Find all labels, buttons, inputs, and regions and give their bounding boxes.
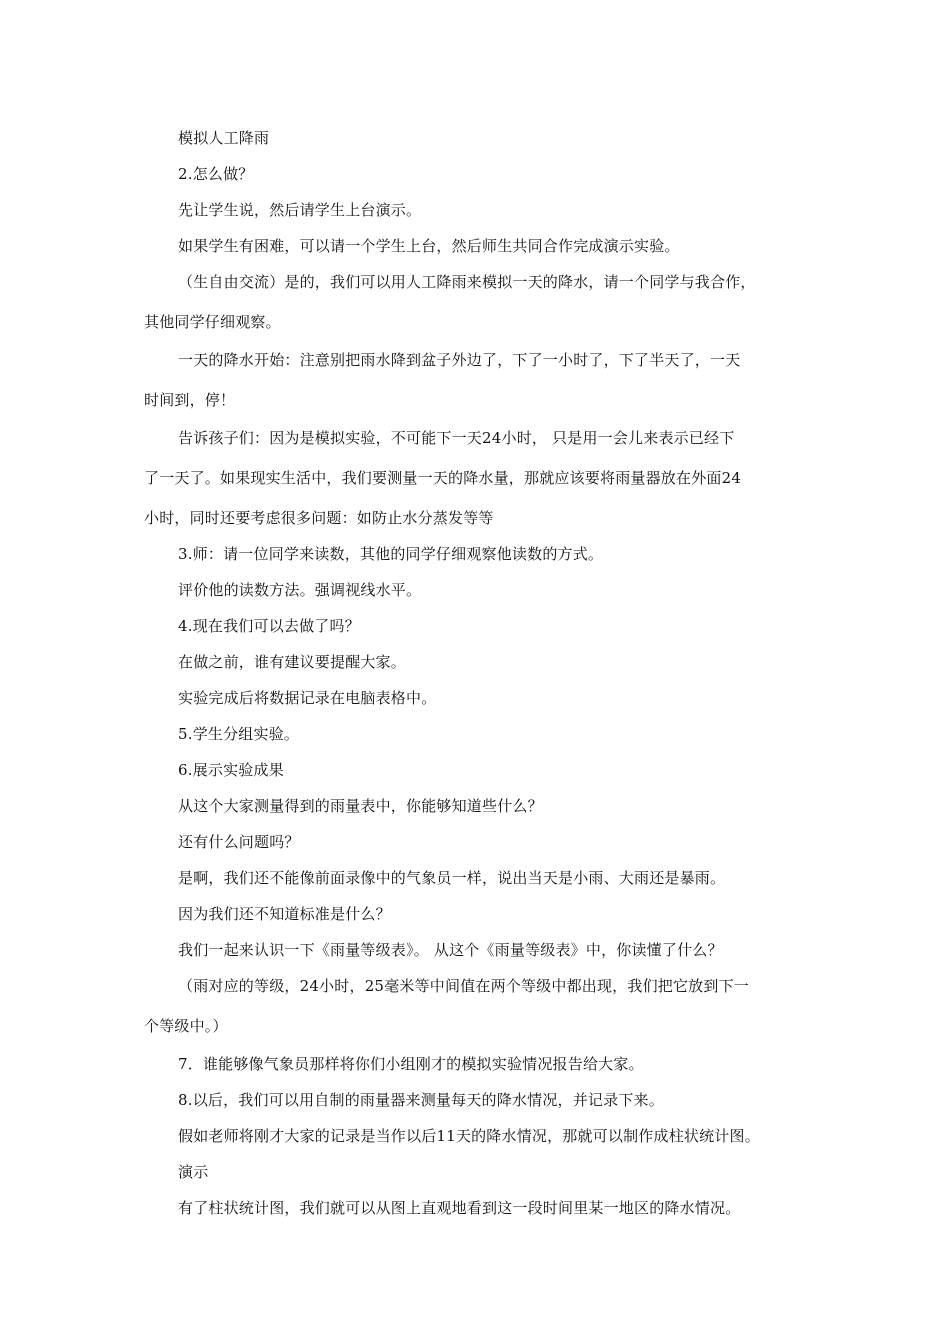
text-line: 2.怎么做？ xyxy=(178,165,254,183)
text-line: 有了柱状统计图，我们就可以从图上直观地看到这一段时间里某一地区的降水情况。 xyxy=(178,1199,741,1217)
text-line: 模拟人工降雨 xyxy=(178,129,270,147)
text-line: 还有什么问题吗？ xyxy=(178,833,300,851)
text-line: 个等级中。） xyxy=(144,1017,228,1035)
text-line: 3.师：请一位同学来读数，其他的同学仔细观察他读数的方式。 xyxy=(178,545,604,563)
text-line: 7．谁能够像气象员那样将你们小组刚才的模拟实验情况报告给大家。 xyxy=(178,1055,644,1073)
text-line: 了一天了。如果现实生活中，我们要测量一天的降水量，那就应该要将雨量器放在外面24 xyxy=(144,469,742,487)
text-line: 其他同学仔细观察。 xyxy=(144,313,281,331)
text-line: 演示 xyxy=(178,1163,209,1181)
text-line: （雨对应的等级，24小时，25毫米等中间值在两个等级中都出现，我们把它放到下一 xyxy=(178,977,749,995)
text-line: 小时，同时还要考虑很多问题：如防止水分蒸发等等 xyxy=(144,509,494,527)
text-line: 时间到，停！ xyxy=(144,391,236,409)
text-line: 我们一起来认识一下《雨量等级表》。 从这个《雨量等级表》中，你读懂了什么？ xyxy=(178,941,723,959)
text-line: 因为我们还不知道标准是什么？ xyxy=(178,905,391,923)
text-line: 8.以后，我们可以用自制的雨量器来测量每天的降水情况，并记录下来。 xyxy=(178,1091,664,1109)
text-line: 假如老师将刚才大家的记录是当作以后11天的降水情况，那就可以制作成柱状统计图。 xyxy=(178,1127,760,1145)
text-line: 告诉孩子们：因为是模拟实验，不可能下一天24小时， 只是用一会儿来表示已经下 xyxy=(178,429,735,447)
text-line: （生自由交流）是的，我们可以用人工降雨来模拟一天的降水，请一个同学与我合作， xyxy=(178,273,756,291)
text-line: 从这个大家测量得到的雨量表中，你能够知道些什么？ xyxy=(178,797,543,815)
text-line: 在做之前，谁有建议要提醒大家。 xyxy=(178,653,407,671)
text-line: 如果学生有困难，可以请一个学生上台，然后师生共同合作完成演示实验。 xyxy=(178,237,680,255)
text-line: 6.展示实验成果 xyxy=(178,761,284,779)
text-line: 评价他的读数方法。强调视线水平。 xyxy=(178,581,422,599)
text-line: 5.学生分组实验。 xyxy=(178,725,300,743)
text-line: 一天的降水开始：注意别把雨水降到盆子外边了，下了一小时了，下了半天了，一天 xyxy=(178,351,741,369)
text-line: 是啊，我们还不能像前面录像中的气象员一样，说出当天是小雨、大雨还是暴雨。 xyxy=(178,869,726,887)
text-line: 4.现在我们可以去做了吗？ xyxy=(178,617,360,635)
text-line: 先让学生说，然后请学生上台演示。 xyxy=(178,201,422,219)
text-line: 实验完成后将数据记录在电脑表格中。 xyxy=(178,689,437,707)
